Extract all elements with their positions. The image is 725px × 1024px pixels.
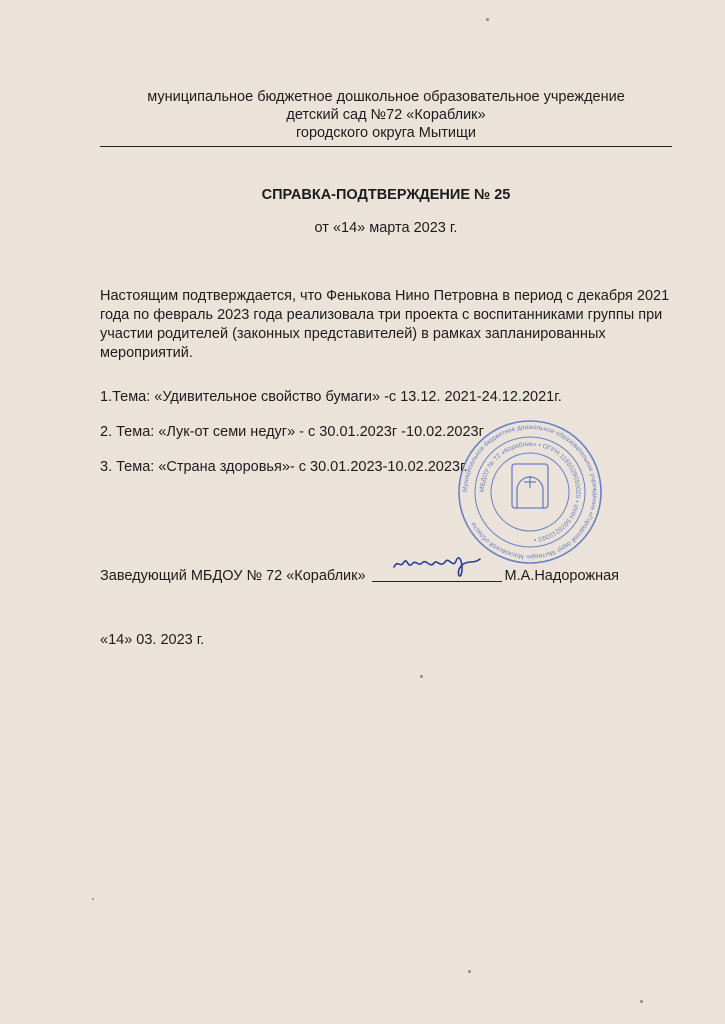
document-title: СПРАВКА-ПОДТВЕРЖДЕНИЕ № 25 bbox=[261, 187, 511, 203]
project-item-3: 3. Тема: «Страна здоровья»- с 30.01.2023-10.02.2023г. bbox=[100, 459, 468, 475]
paper-speck bbox=[468, 970, 471, 973]
signature-row bbox=[100, 565, 619, 584]
paper-speck bbox=[486, 18, 489, 21]
project-item-2: 2. Тема: «Лук-от семи недуг» - с 30.01.2023г -10.02.2023г bbox=[100, 424, 484, 440]
body-paragraph: Настоящим подтверждается, что Фенькова Нино Петровна в период с декабря 2021 года по февраль 2023 года реализовала три проекта с воспитанниками группы при участии родителей (законных представителей) в рамках запланированных мероприятий. bbox=[100, 288, 670, 361]
signatory-position: Заведующий МБДОУ № 72 «Кораблик» bbox=[100, 568, 366, 584]
official-seal bbox=[455, 420, 605, 565]
signatory-name: М.А.Надорожная bbox=[504, 568, 619, 584]
seal-inner-text: МБДОУ № 72 «Кораблик» • ОГРН 1165029050025 • ИНН 5029210393 • bbox=[478, 440, 582, 543]
paper-speck bbox=[92, 898, 94, 900]
header-line-2: детский сад №72 «Кораблик» bbox=[286, 107, 486, 123]
bottom-date: «14» 03. 2023 г. bbox=[100, 632, 205, 648]
project-item-1: 1.Тема: «Удивительное свойство бумаги» -с 13.12. 2021-24.12.2021г. bbox=[100, 389, 562, 405]
handwritten-signature bbox=[390, 547, 485, 581]
header-line-3: городского округа Мытищи bbox=[295, 125, 477, 141]
organization-header bbox=[100, 88, 672, 142]
paper-speck bbox=[420, 675, 423, 678]
header-rule bbox=[100, 146, 672, 147]
seal-outer-text: Муниципальное бюджетное дошкольное образовательное учреждение «Городской округ Мытищи» Московской области bbox=[461, 423, 599, 561]
document-date: от «14» марта 2023 г. bbox=[314, 220, 458, 236]
header-line-1: муниципальное бюджетное дошкольное образовательное учреждение bbox=[147, 89, 625, 105]
paper-speck bbox=[640, 1000, 643, 1003]
signature-line bbox=[372, 565, 502, 582]
